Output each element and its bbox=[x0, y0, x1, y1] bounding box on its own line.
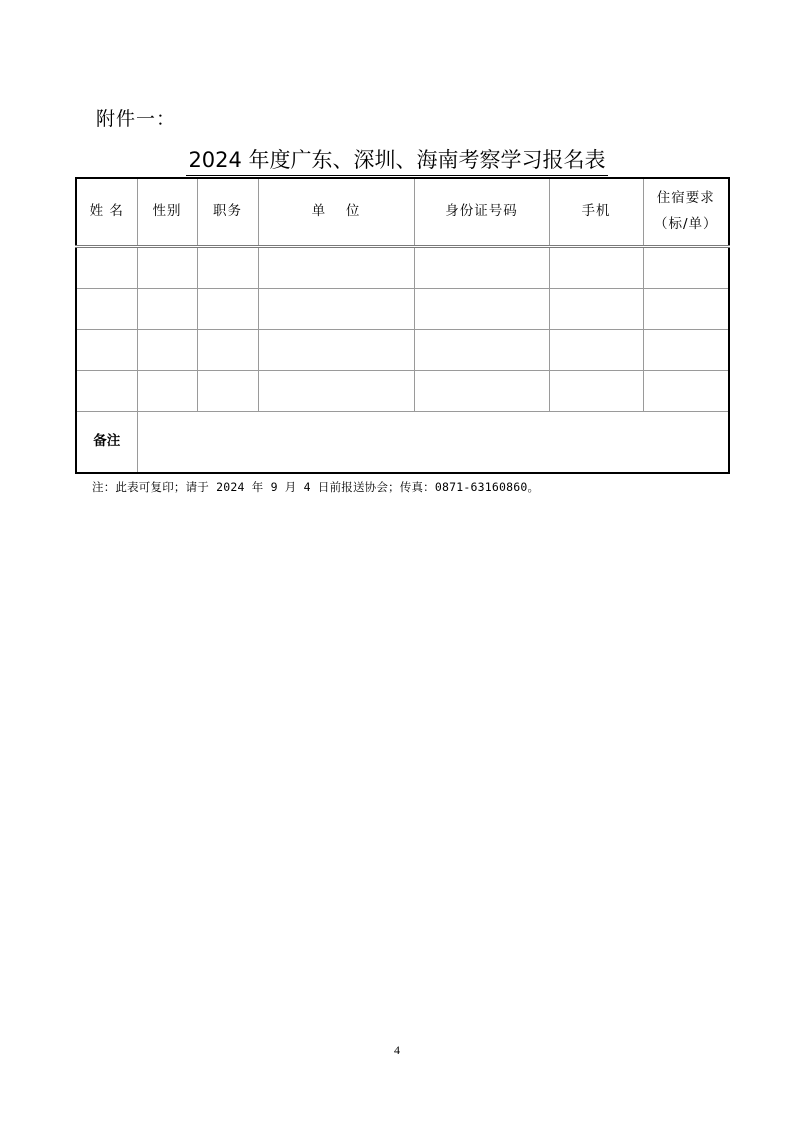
header-phone: 手机 bbox=[549, 178, 643, 247]
remarks-field[interactable] bbox=[137, 412, 729, 474]
table-row bbox=[76, 247, 729, 289]
cell-gender[interactable] bbox=[137, 247, 197, 289]
cell-unit[interactable] bbox=[258, 247, 414, 289]
footnote: 注：此表可复印；请于 2024 年 9 月 4 日前报送协会；传真：0871-63160860。 bbox=[92, 480, 540, 494]
cell-lodging[interactable] bbox=[643, 330, 729, 371]
cell-name[interactable] bbox=[76, 289, 137, 330]
cell-id-number[interactable] bbox=[414, 371, 549, 412]
cell-phone[interactable] bbox=[549, 371, 643, 412]
cell-id-number[interactable] bbox=[414, 330, 549, 371]
header-name: 姓 名 bbox=[76, 178, 137, 247]
cell-lodging[interactable] bbox=[643, 371, 729, 412]
header-lodging-line1: 住宿要求 bbox=[656, 190, 715, 207]
cell-position[interactable] bbox=[197, 371, 258, 412]
table-header-row bbox=[76, 178, 729, 247]
cell-lodging[interactable] bbox=[643, 247, 729, 289]
cell-gender[interactable] bbox=[137, 289, 197, 330]
header-lodging bbox=[643, 178, 729, 247]
cell-unit[interactable] bbox=[258, 330, 414, 371]
page-title-text: 2024 年度广东、深圳、海南考察学习报名表 bbox=[186, 144, 607, 178]
cell-unit[interactable] bbox=[258, 371, 414, 412]
cell-lodging[interactable] bbox=[643, 289, 729, 330]
page-title bbox=[0, 144, 794, 178]
cell-position[interactable] bbox=[197, 330, 258, 371]
cell-name[interactable] bbox=[76, 371, 137, 412]
cell-position[interactable] bbox=[197, 247, 258, 289]
cell-name[interactable] bbox=[76, 330, 137, 371]
table-row bbox=[76, 289, 729, 330]
cell-unit[interactable] bbox=[258, 289, 414, 330]
attachment-label: 附件一： bbox=[96, 108, 177, 130]
cell-name[interactable] bbox=[76, 247, 137, 289]
remarks-label: 备注 bbox=[76, 412, 137, 474]
header-lodging-line2: （标/单） bbox=[653, 216, 718, 232]
registration-form-table bbox=[75, 177, 730, 474]
cell-phone[interactable] bbox=[549, 247, 643, 289]
cell-phone[interactable] bbox=[549, 289, 643, 330]
cell-position[interactable] bbox=[197, 289, 258, 330]
header-id-number: 身份证号码 bbox=[414, 178, 549, 247]
remarks-row bbox=[76, 412, 729, 474]
cell-gender[interactable] bbox=[137, 371, 197, 412]
header-unit: 单 位 bbox=[258, 178, 414, 247]
table-row bbox=[76, 371, 729, 412]
table-row bbox=[76, 330, 729, 371]
header-position: 职务 bbox=[197, 178, 258, 247]
page-number: 4 bbox=[394, 1043, 400, 1057]
cell-id-number[interactable] bbox=[414, 289, 549, 330]
header-gender: 性别 bbox=[137, 178, 197, 247]
cell-gender[interactable] bbox=[137, 330, 197, 371]
cell-phone[interactable] bbox=[549, 330, 643, 371]
cell-id-number[interactable] bbox=[414, 247, 549, 289]
